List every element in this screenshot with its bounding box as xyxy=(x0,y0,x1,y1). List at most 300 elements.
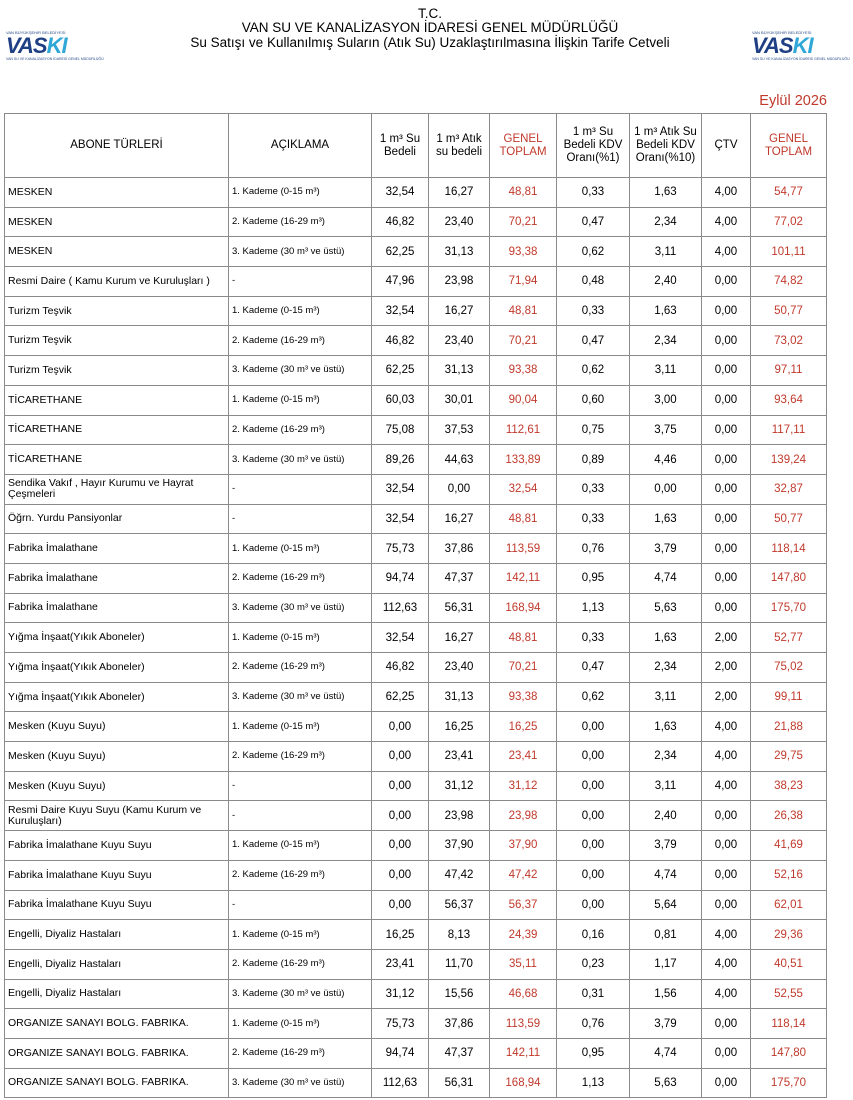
cell-wastewater-vat: 1,17 xyxy=(630,949,702,979)
cell-ctv: 0,00 xyxy=(702,445,751,475)
cell-ctv: 0,00 xyxy=(702,1068,751,1098)
cell-ctv: 0,00 xyxy=(702,296,751,326)
cell-description: - xyxy=(229,771,372,801)
cell-description: 3. Kademe (30 m³ ve üstü) xyxy=(229,593,372,623)
cell-subscriber-type: MESKEN xyxy=(5,237,229,267)
cell-ctv: 2,00 xyxy=(702,653,751,683)
cell-subscriber-type: Öğrn. Yurdu Pansiyonlar xyxy=(5,504,229,534)
cell-wastewater-fee: 56,37 xyxy=(429,890,490,920)
cell-ctv: 0,00 xyxy=(702,1038,751,1068)
cell-wastewater-vat: 3,11 xyxy=(630,356,702,386)
cell-wastewater-fee: 37,90 xyxy=(429,831,490,861)
cell-water-fee: 0,00 xyxy=(372,801,429,831)
cell-wastewater-fee: 16,25 xyxy=(429,712,490,742)
cell-water-fee: 32,54 xyxy=(372,623,429,653)
cell-wastewater-vat: 0,81 xyxy=(630,920,702,950)
cell-subtotal: 35,11 xyxy=(490,949,557,979)
cell-subtotal: 56,37 xyxy=(490,890,557,920)
cell-subtotal: 48,81 xyxy=(490,504,557,534)
cell-description: - xyxy=(229,474,372,504)
cell-water-vat: 0,76 xyxy=(557,534,630,564)
cell-water-vat: 0,33 xyxy=(557,474,630,504)
cell-ctv: 0,00 xyxy=(702,385,751,415)
cell-grand-total: 99,11 xyxy=(751,682,827,712)
cell-subtotal: 48,81 xyxy=(490,623,557,653)
logo-word-b: KI xyxy=(792,33,813,58)
col-header-grand-total: GENEL TOPLAM xyxy=(751,114,827,178)
cell-wastewater-vat: 2,34 xyxy=(630,742,702,772)
cell-subscriber-type: Turizm Teşvik xyxy=(5,296,229,326)
table-row xyxy=(5,979,827,1009)
cell-water-vat: 1,13 xyxy=(557,593,630,623)
title-line-1: T.C. xyxy=(417,6,442,21)
cell-water-fee: 62,25 xyxy=(372,356,429,386)
logo-sub-text: VAN SU VE KANALİZASYON İDARESİ GENEL MÜDÜRLÜĞÜ xyxy=(752,57,850,61)
cell-wastewater-fee: 47,42 xyxy=(429,860,490,890)
cell-wastewater-vat: 1,63 xyxy=(630,623,702,653)
table-row xyxy=(5,742,827,772)
table-row xyxy=(5,296,827,326)
cell-subtotal: 113,59 xyxy=(490,1009,557,1039)
cell-subscriber-type: ORGANIZE SANAYI BOLG. FABRIKA. xyxy=(5,1009,229,1039)
table-row xyxy=(5,653,827,683)
table-row xyxy=(5,831,827,861)
cell-water-vat: 0,00 xyxy=(557,742,630,772)
cell-wastewater-vat: 1,63 xyxy=(630,296,702,326)
tariff-table xyxy=(4,113,827,1098)
cell-description: 2. Kademe (16-29 m³) xyxy=(229,1038,372,1068)
table-row xyxy=(5,534,827,564)
cell-subtotal: 48,81 xyxy=(490,296,557,326)
cell-water-fee: 112,63 xyxy=(372,593,429,623)
cell-grand-total: 54,77 xyxy=(751,178,827,208)
cell-wastewater-vat: 3,79 xyxy=(630,831,702,861)
cell-wastewater-vat: 5,63 xyxy=(630,1068,702,1098)
table-row xyxy=(5,237,827,267)
cell-subscriber-type: Yığma İnşaat(Yıkık Aboneler) xyxy=(5,623,229,653)
table-row xyxy=(5,178,827,208)
cell-subscriber-type: Sendika Vakıf , Hayır Kurumu ve Hayrat Çeşmeleri xyxy=(5,474,229,504)
cell-subtotal: 46,68 xyxy=(490,979,557,1009)
cell-water-vat: 0,23 xyxy=(557,949,630,979)
cell-subscriber-type: MESKEN xyxy=(5,207,229,237)
cell-ctv: 4,00 xyxy=(702,237,751,267)
cell-wastewater-fee: 31,12 xyxy=(429,771,490,801)
col-header-ctv: ÇTV xyxy=(702,114,751,178)
cell-grand-total: 75,02 xyxy=(751,653,827,683)
cell-water-fee: 32,54 xyxy=(372,178,429,208)
cell-subtotal: 113,59 xyxy=(490,534,557,564)
cell-subscriber-type: Yığma İnşaat(Yıkık Aboneler) xyxy=(5,653,229,683)
cell-water-fee: 0,00 xyxy=(372,742,429,772)
cell-subscriber-type: Engelli, Diyaliz Hastaları xyxy=(5,949,229,979)
cell-subscriber-type: Mesken (Kuyu Suyu) xyxy=(5,742,229,772)
cell-wastewater-vat: 3,75 xyxy=(630,415,702,445)
cell-water-fee: 0,00 xyxy=(372,831,429,861)
cell-description: 3. Kademe (30 m³ ve üstü) xyxy=(229,682,372,712)
cell-wastewater-fee: 23,40 xyxy=(429,207,490,237)
cell-subtotal: 142,11 xyxy=(490,1038,557,1068)
cell-subtotal: 70,21 xyxy=(490,326,557,356)
cell-subscriber-type: Fabrika İmalathane xyxy=(5,563,229,593)
cell-water-vat: 0,00 xyxy=(557,831,630,861)
cell-ctv: 2,00 xyxy=(702,682,751,712)
cell-subscriber-type: Mesken (Kuyu Suyu) xyxy=(5,712,229,742)
table-row xyxy=(5,445,827,475)
cell-subtotal: 48,81 xyxy=(490,178,557,208)
cell-wastewater-vat: 2,34 xyxy=(630,653,702,683)
cell-ctv: 0,00 xyxy=(702,504,751,534)
cell-wastewater-fee: 47,37 xyxy=(429,563,490,593)
cell-wastewater-vat: 2,40 xyxy=(630,267,702,297)
cell-grand-total: 32,87 xyxy=(751,474,827,504)
cell-water-vat: 0,60 xyxy=(557,385,630,415)
cell-grand-total: 21,88 xyxy=(751,712,827,742)
col-header-description: AÇIKLAMA xyxy=(229,114,372,178)
logo-word-b: KI xyxy=(46,33,67,58)
cell-grand-total: 118,14 xyxy=(751,534,827,564)
table-row xyxy=(5,504,827,534)
cell-subscriber-type: Engelli, Diyaliz Hastaları xyxy=(5,920,229,950)
cell-ctv: 4,00 xyxy=(702,920,751,950)
cell-wastewater-fee: 30,01 xyxy=(429,385,490,415)
cell-water-vat: 0,00 xyxy=(557,801,630,831)
cell-water-vat: 0,48 xyxy=(557,267,630,297)
cell-subscriber-type: Fabrika İmalathane Kuyu Suyu xyxy=(5,831,229,861)
cell-wastewater-vat: 5,64 xyxy=(630,890,702,920)
cell-grand-total: 29,75 xyxy=(751,742,827,772)
cell-wastewater-vat: 3,79 xyxy=(630,534,702,564)
table-row xyxy=(5,326,827,356)
cell-grand-total: 29,36 xyxy=(751,920,827,950)
cell-subtotal: 93,38 xyxy=(490,682,557,712)
cell-grand-total: 50,77 xyxy=(751,296,827,326)
cell-subscriber-type: Engelli, Diyaliz Hastaları xyxy=(5,979,229,1009)
cell-water-vat: 0,62 xyxy=(557,237,630,267)
cell-water-fee: 94,74 xyxy=(372,563,429,593)
cell-description: 3. Kademe (30 m³ ve üstü) xyxy=(229,445,372,475)
cell-water-vat: 0,33 xyxy=(557,623,630,653)
cell-water-vat: 1,13 xyxy=(557,1068,630,1098)
title-line-2: VAN SU VE KANALİZASYON İDARESİ GENEL MÜDÜRLÜĞÜ xyxy=(241,20,619,35)
cell-description: 1. Kademe (0-15 m³) xyxy=(229,920,372,950)
cell-wastewater-fee: 31,13 xyxy=(429,682,490,712)
cell-wastewater-fee: 23,40 xyxy=(429,326,490,356)
cell-water-vat: 0,47 xyxy=(557,326,630,356)
cell-wastewater-vat: 2,34 xyxy=(630,207,702,237)
cell-wastewater-fee: 37,86 xyxy=(429,534,490,564)
cell-description: 3. Kademe (30 m³ ve üstü) xyxy=(229,237,372,267)
cell-grand-total: 40,51 xyxy=(751,949,827,979)
cell-subtotal: 142,11 xyxy=(490,563,557,593)
cell-subscriber-type: TİCARETHANE xyxy=(5,445,229,475)
cell-wastewater-fee: 23,40 xyxy=(429,653,490,683)
cell-wastewater-vat: 4,74 xyxy=(630,1038,702,1068)
cell-description: - xyxy=(229,504,372,534)
cell-water-vat: 0,89 xyxy=(557,445,630,475)
cell-description: 2. Kademe (16-29 m³) xyxy=(229,742,372,772)
cell-water-fee: 31,12 xyxy=(372,979,429,1009)
col-header-water-fee: 1 m³ Su Bedeli xyxy=(372,114,429,178)
cell-grand-total: 77,02 xyxy=(751,207,827,237)
document-header xyxy=(0,0,853,110)
col-header-subscriber-type: ABONE TÜRLERİ xyxy=(5,114,229,178)
col-header-wastewater-fee: 1 m³ Atık su bedeli xyxy=(429,114,490,178)
header-row xyxy=(5,114,827,178)
cell-water-fee: 46,82 xyxy=(372,207,429,237)
cell-water-fee: 46,82 xyxy=(372,653,429,683)
cell-wastewater-vat: 4,46 xyxy=(630,445,702,475)
cell-subtotal: 112,61 xyxy=(490,415,557,445)
cell-wastewater-fee: 23,98 xyxy=(429,267,490,297)
cell-wastewater-fee: 23,41 xyxy=(429,742,490,772)
cell-water-fee: 89,26 xyxy=(372,445,429,475)
cell-water-fee: 32,54 xyxy=(372,296,429,326)
table-row xyxy=(5,356,827,386)
cell-ctv: 0,00 xyxy=(702,356,751,386)
cell-grand-total: 101,11 xyxy=(751,237,827,267)
cell-ctv: 4,00 xyxy=(702,712,751,742)
cell-description: 1. Kademe (0-15 m³) xyxy=(229,623,372,653)
cell-subtotal: 23,41 xyxy=(490,742,557,772)
cell-description: - xyxy=(229,801,372,831)
cell-water-vat: 0,95 xyxy=(557,563,630,593)
cell-description: 2. Kademe (16-29 m³) xyxy=(229,207,372,237)
cell-ctv: 0,00 xyxy=(702,860,751,890)
cell-subtotal: 32,54 xyxy=(490,474,557,504)
cell-wastewater-vat: 4,74 xyxy=(630,860,702,890)
cell-wastewater-fee: 0,00 xyxy=(429,474,490,504)
cell-wastewater-vat: 0,00 xyxy=(630,474,702,504)
logo-sub-text: VAN SU VE KANALİZASYON İDARESİ GENEL MÜDÜRLÜĞÜ xyxy=(6,57,104,61)
cell-subtotal: 31,12 xyxy=(490,771,557,801)
cell-subscriber-type: Fabrika İmalathane xyxy=(5,593,229,623)
cell-description: - xyxy=(229,890,372,920)
cell-description: 1. Kademe (0-15 m³) xyxy=(229,831,372,861)
cell-ctv: 0,00 xyxy=(702,831,751,861)
cell-wastewater-fee: 37,53 xyxy=(429,415,490,445)
table-row xyxy=(5,415,827,445)
table-row xyxy=(5,682,827,712)
cell-subtotal: 37,90 xyxy=(490,831,557,861)
cell-water-vat: 0,75 xyxy=(557,415,630,445)
cell-water-vat: 0,33 xyxy=(557,504,630,534)
cell-grand-total: 52,55 xyxy=(751,979,827,1009)
cell-subtotal: 23,98 xyxy=(490,801,557,831)
cell-wastewater-vat: 1,63 xyxy=(630,178,702,208)
cell-ctv: 0,00 xyxy=(702,415,751,445)
cell-ctv: 2,00 xyxy=(702,623,751,653)
cell-grand-total: 147,80 xyxy=(751,563,827,593)
col-header-wastewater-vat: 1 m³ Atık Su Bedeli KDV Oranı(%10) xyxy=(630,114,702,178)
cell-ctv: 4,00 xyxy=(702,771,751,801)
cell-description: 2. Kademe (16-29 m³) xyxy=(229,653,372,683)
cell-wastewater-vat: 1,63 xyxy=(630,504,702,534)
table-row xyxy=(5,1009,827,1039)
cell-grand-total: 175,70 xyxy=(751,593,827,623)
cell-wastewater-vat: 1,63 xyxy=(630,712,702,742)
cell-wastewater-vat: 1,56 xyxy=(630,979,702,1009)
cell-ctv: 4,00 xyxy=(702,742,751,772)
cell-wastewater-fee: 23,98 xyxy=(429,801,490,831)
cell-water-fee: 75,73 xyxy=(372,1009,429,1039)
cell-subscriber-type: Yığma İnşaat(Yıkık Aboneler) xyxy=(5,682,229,712)
col-header-water-vat: 1 m³ Su Bedeli KDV Oranı(%1) xyxy=(557,114,630,178)
cell-wastewater-fee: 56,31 xyxy=(429,1068,490,1098)
cell-water-fee: 94,74 xyxy=(372,1038,429,1068)
cell-ctv: 4,00 xyxy=(702,207,751,237)
table-row xyxy=(5,920,827,950)
cell-description: 2. Kademe (16-29 m³) xyxy=(229,326,372,356)
cell-grand-total: 26,38 xyxy=(751,801,827,831)
cell-grand-total: 118,14 xyxy=(751,1009,827,1039)
cell-water-fee: 16,25 xyxy=(372,920,429,950)
cell-ctv: 0,00 xyxy=(702,267,751,297)
cell-water-fee: 60,03 xyxy=(372,385,429,415)
cell-description: 2. Kademe (16-29 m³) xyxy=(229,415,372,445)
cell-description: 1. Kademe (0-15 m³) xyxy=(229,385,372,415)
cell-subscriber-type: Resmi Daire ( Kamu Kurum ve Kuruluşları ) xyxy=(5,267,229,297)
cell-wastewater-vat: 3,11 xyxy=(630,682,702,712)
cell-water-vat: 0,00 xyxy=(557,771,630,801)
cell-ctv: 0,00 xyxy=(702,801,751,831)
cell-subscriber-type: Fabrika İmalathane Kuyu Suyu xyxy=(5,890,229,920)
cell-ctv: 0,00 xyxy=(702,1009,751,1039)
cell-subtotal: 16,25 xyxy=(490,712,557,742)
cell-water-vat: 0,00 xyxy=(557,860,630,890)
cell-wastewater-fee: 56,31 xyxy=(429,593,490,623)
table-row xyxy=(5,771,827,801)
cell-wastewater-vat: 4,74 xyxy=(630,563,702,593)
cell-water-vat: 0,16 xyxy=(557,920,630,950)
cell-wastewater-vat: 3,11 xyxy=(630,237,702,267)
cell-wastewater-fee: 31,13 xyxy=(429,356,490,386)
cell-grand-total: 73,02 xyxy=(751,326,827,356)
title-line-3: Su Satışı ve Kullanılmış Suların (Atık Su) Uzaklaştırılmasına İlişkin Tarife Cetveli xyxy=(190,35,670,50)
cell-water-fee: 23,41 xyxy=(372,949,429,979)
cell-water-vat: 0,47 xyxy=(557,207,630,237)
logo-word-a: VAS xyxy=(752,33,793,58)
cell-grand-total: 147,80 xyxy=(751,1038,827,1068)
cell-ctv: 0,00 xyxy=(702,563,751,593)
cell-wastewater-fee: 8,13 xyxy=(429,920,490,950)
cell-water-fee: 0,00 xyxy=(372,712,429,742)
cell-wastewater-fee: 37,86 xyxy=(429,1009,490,1039)
cell-grand-total: 175,70 xyxy=(751,1068,827,1098)
table-row xyxy=(5,207,827,237)
cell-water-fee: 47,96 xyxy=(372,267,429,297)
tariff-date: Eylül 2026 xyxy=(759,93,827,109)
cell-ctv: 0,00 xyxy=(702,326,751,356)
cell-grand-total: 50,77 xyxy=(751,504,827,534)
cell-grand-total: 97,11 xyxy=(751,356,827,386)
logo-top-text: VAN BÜYÜKŞEHİR BELEDİYESİ xyxy=(6,30,66,35)
table-row xyxy=(5,623,827,653)
cell-wastewater-fee: 16,27 xyxy=(429,504,490,534)
cell-water-fee: 112,63 xyxy=(372,1068,429,1098)
logo-word-a: VAS xyxy=(6,33,47,58)
cell-water-vat: 0,00 xyxy=(557,890,630,920)
table-row xyxy=(5,860,827,890)
cell-wastewater-vat: 5,63 xyxy=(630,593,702,623)
cell-description: 3. Kademe (30 m³ ve üstü) xyxy=(229,1068,372,1098)
cell-subtotal: 24,39 xyxy=(490,920,557,950)
table-row xyxy=(5,1068,827,1098)
cell-wastewater-fee: 11,70 xyxy=(429,949,490,979)
cell-wastewater-fee: 16,27 xyxy=(429,623,490,653)
cell-description: 2. Kademe (16-29 m³) xyxy=(229,949,372,979)
cell-subtotal: 133,89 xyxy=(490,445,557,475)
cell-wastewater-vat: 3,00 xyxy=(630,385,702,415)
col-header-subtotal: GENEL TOPLAM xyxy=(490,114,557,178)
cell-subtotal: 93,38 xyxy=(490,237,557,267)
cell-water-fee: 75,73 xyxy=(372,534,429,564)
cell-grand-total: 74,82 xyxy=(751,267,827,297)
cell-ctv: 4,00 xyxy=(702,178,751,208)
cell-grand-total: 41,69 xyxy=(751,831,827,861)
cell-water-fee: 0,00 xyxy=(372,860,429,890)
cell-description: 1. Kademe (0-15 m³) xyxy=(229,534,372,564)
cell-description: 1. Kademe (0-15 m³) xyxy=(229,296,372,326)
cell-subscriber-type: ORGANIZE SANAYI BOLG. FABRIKA. xyxy=(5,1068,229,1098)
cell-grand-total: 52,77 xyxy=(751,623,827,653)
cell-water-fee: 32,54 xyxy=(372,504,429,534)
cell-grand-total: 139,24 xyxy=(751,445,827,475)
cell-subtotal: 47,42 xyxy=(490,860,557,890)
cell-wastewater-vat: 2,34 xyxy=(630,326,702,356)
table-body xyxy=(5,178,827,1098)
cell-ctv: 0,00 xyxy=(702,593,751,623)
cell-grand-total: 62,01 xyxy=(751,890,827,920)
cell-wastewater-fee: 47,37 xyxy=(429,1038,490,1068)
table-row xyxy=(5,1038,827,1068)
cell-subtotal: 168,94 xyxy=(490,1068,557,1098)
logo-top-text: VAN BÜYÜKŞEHİR BELEDİYESİ xyxy=(752,30,812,35)
cell-ctv: 4,00 xyxy=(702,979,751,1009)
table-row xyxy=(5,267,827,297)
cell-grand-total: 93,64 xyxy=(751,385,827,415)
cell-subscriber-type: ORGANIZE SANAYI BOLG. FABRIKA. xyxy=(5,1038,229,1068)
vaski-logo-right xyxy=(752,30,850,74)
cell-grand-total: 52,16 xyxy=(751,860,827,890)
cell-water-vat: 0,95 xyxy=(557,1038,630,1068)
cell-ctv: 0,00 xyxy=(702,474,751,504)
cell-description: 3. Kademe (30 m³ ve üstü) xyxy=(229,356,372,386)
cell-water-vat: 0,31 xyxy=(557,979,630,1009)
cell-subscriber-type: TİCARETHANE xyxy=(5,415,229,445)
cell-wastewater-fee: 16,27 xyxy=(429,296,490,326)
cell-description: 2. Kademe (16-29 m³) xyxy=(229,563,372,593)
cell-subscriber-type: Mesken (Kuyu Suyu) xyxy=(5,771,229,801)
cell-grand-total: 38,23 xyxy=(751,771,827,801)
cell-water-vat: 0,62 xyxy=(557,682,630,712)
cell-subtotal: 70,21 xyxy=(490,653,557,683)
cell-subscriber-type: Fabrika İmalathane Kuyu Suyu xyxy=(5,860,229,890)
cell-grand-total: 117,11 xyxy=(751,415,827,445)
cell-water-fee: 62,25 xyxy=(372,682,429,712)
cell-water-fee: 62,25 xyxy=(372,237,429,267)
table-row xyxy=(5,801,827,831)
table-row xyxy=(5,593,827,623)
cell-subscriber-type: Resmi Daire Kuyu Suyu (Kamu Kurum ve Kuruluşları) xyxy=(5,801,229,831)
cell-description: 1. Kademe (0-15 m³) xyxy=(229,178,372,208)
cell-subtotal: 93,38 xyxy=(490,356,557,386)
cell-subtotal: 90,04 xyxy=(490,385,557,415)
cell-ctv: 0,00 xyxy=(702,534,751,564)
cell-water-fee: 46,82 xyxy=(372,326,429,356)
cell-water-fee: 32,54 xyxy=(372,474,429,504)
cell-water-vat: 0,76 xyxy=(557,1009,630,1039)
